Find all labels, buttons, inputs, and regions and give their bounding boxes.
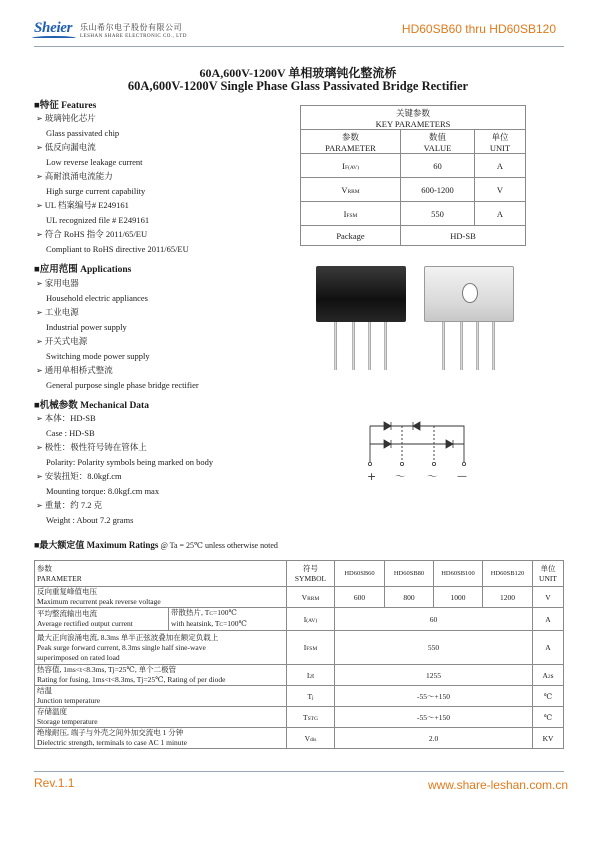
param-symbol: Vdis	[287, 728, 335, 749]
label-minus: —	[457, 471, 467, 482]
feature-en: Compliant to RoHS directive 2011/65/EU	[46, 244, 189, 254]
param-unit: A	[475, 202, 526, 226]
param-unit: V	[475, 178, 526, 202]
website-link[interactable]: www.share-leshan.com.cn	[427, 778, 568, 792]
features-list	[36, 111, 189, 256]
header-unit: 单位 UNIT	[533, 561, 564, 587]
bridge-circuit-diagram	[364, 412, 474, 488]
param-symbol: VRRM	[287, 587, 335, 608]
param-unit: V	[533, 587, 564, 608]
param-unit: A	[475, 154, 526, 178]
package-lead	[476, 322, 479, 370]
mechanical-cn: ➢ 安装扭矩：8.0kgf.cm	[36, 469, 213, 484]
package-photo-back	[424, 266, 514, 370]
param-value: 1200	[483, 587, 533, 608]
features-heading: ■特征 Features	[34, 101, 97, 111]
diode-bottom-right	[446, 440, 453, 448]
param-unit: A2s	[533, 665, 564, 686]
param-value: 60	[401, 154, 475, 178]
header-model: HD60SB120	[483, 561, 533, 587]
label-plus: +	[367, 470, 377, 483]
key-parameters-title-cn: 关键参数	[395, 107, 430, 118]
header-model: HD60SB100	[434, 561, 483, 587]
feature-cn: ➢ 玻璃钝化芯片	[36, 111, 189, 126]
param-value: -55～+150	[335, 686, 533, 707]
param-description: 存储温度 Storage temperature	[35, 707, 287, 728]
maximum-ratings-table	[34, 560, 564, 749]
param-description: 绝缘耐压, 端子与外壳之间外加交流电 1 分钟 Dielectric strength, terminals to case AC 1 minute	[35, 728, 287, 749]
diode-top-left	[384, 422, 391, 430]
param-unit: A	[533, 631, 564, 665]
header-symbol: 符号 SYMBOL	[287, 561, 335, 587]
mounting-hole	[462, 283, 478, 303]
header-model: HD60SB80	[385, 561, 434, 587]
terminal-minus	[462, 462, 465, 465]
package-lead	[352, 322, 355, 370]
col-parameter-en: PARAMETER	[325, 142, 376, 153]
footer-divider	[34, 771, 564, 772]
part-number-range: HD60SB60 thru HD60SB120	[401, 22, 556, 36]
param-description: 最大正向浪涌电流, 8.3ms 单半正弦波叠加在额定负载上 Peak surge forward current, 8.3ms single half sine-wave superimposed on rated load	[35, 631, 287, 665]
header-model: HD60SB60	[335, 561, 385, 587]
mechanical-heading: ■机械参数 Mechanical Data	[34, 401, 149, 411]
title-en: 60A,600V-1200V Single Phase Glass Passivated Bridge Rectifier	[127, 79, 469, 93]
ratings-header-row	[35, 561, 564, 587]
applications-list	[36, 276, 199, 392]
row-ifsm	[35, 631, 564, 665]
ratings-heading-bold: ■最大额定值 Maximum Ratings	[34, 540, 159, 550]
row-ifav	[35, 608, 564, 631]
feature-en: High surge current capability	[46, 186, 146, 196]
mechanical-cn: ➢ 极性：极性符号铸在管体上	[36, 440, 213, 455]
revision-label: Rev.1.1	[34, 776, 75, 790]
application-en: Household electric appliances	[46, 293, 148, 303]
feature-cn: ➢ 高耐浪涌电流能力	[36, 169, 189, 184]
package-photo-front	[316, 266, 406, 370]
package-row	[301, 226, 526, 246]
param-condition: 带散热片, TC=100℃ with heatsink, TC=100℃	[169, 608, 287, 631]
param-symbol: I(AV)	[287, 608, 335, 631]
company-name-en: LESHAN SHARE ELECTRONIC CO., LTD	[80, 34, 187, 39]
package-body-light	[424, 266, 514, 322]
mechanical-en: Weight : About 7.2 grams	[46, 515, 134, 525]
key-param-row	[301, 154, 526, 178]
param-value: 2.0	[335, 728, 533, 749]
row-tstg	[35, 707, 564, 728]
application-cn: ➢ 家用电器	[36, 276, 199, 291]
company-logo: Sheier	[34, 20, 73, 36]
logo-swoosh	[32, 36, 76, 40]
param-description: 热容值, 1ms<t<8.3ms, Tj=25℃, 单个二极管 Rating for fusing, 1ms<t<8.3ms, Tj=25℃, Rating of per diode	[35, 665, 287, 686]
page-header	[34, 18, 564, 46]
mechanical-en: Mounting torque: 8.0kgf.cm max	[46, 486, 160, 496]
row-vdis	[35, 728, 564, 749]
mechanical-list	[36, 411, 213, 527]
param-value: 600	[335, 587, 385, 608]
package-body-dark	[316, 266, 406, 322]
application-en: General purpose single phase bridge rectifier	[46, 380, 199, 390]
mechanical-en: Polarity: Polarity symbols being marked on body	[46, 457, 214, 467]
feature-cn: ➢ 符合 RoHS 指令 2011/65/EU	[36, 227, 189, 242]
terminal-ac1	[400, 462, 403, 465]
key-param-row	[301, 178, 526, 202]
application-en: Industrial power supply	[46, 322, 127, 332]
application-cn: ➢ 通用单相桥式整流	[36, 363, 199, 378]
label-ac1: ～	[395, 472, 405, 483]
title-cn: 60A,600V-1200V 单相玻璃钝化整流桥	[199, 66, 397, 80]
col-parameter-cn: 参数	[341, 131, 359, 142]
package-lead	[442, 322, 445, 370]
terminal-plus	[368, 462, 371, 465]
key-parameters-title	[301, 106, 526, 130]
key-parameters-title-en: KEY PARAMETERS	[375, 118, 451, 129]
param-unit: KV	[533, 728, 564, 749]
param-value: 1255	[335, 665, 533, 686]
param-description: 平均整流输出电流 Average rectified output current	[35, 608, 169, 631]
feature-cn: ➢ 低反向漏电流	[36, 140, 189, 155]
col-unit-en: UNIT	[489, 142, 511, 153]
header-divider	[34, 46, 564, 47]
package-lead	[334, 322, 337, 370]
param-unit: ℃	[533, 707, 564, 728]
mechanical-en: Case : HD-SB	[46, 428, 95, 438]
terminal-ac2	[432, 462, 435, 465]
feature-en: Glass passivated chip	[46, 128, 120, 138]
diode-top-right	[413, 422, 420, 430]
param-value: 1000	[434, 587, 483, 608]
feature-cn: ➢ UL 档案编号# E249161	[36, 198, 189, 213]
param-symbol: IFSM	[301, 202, 401, 226]
param-value: 550	[335, 631, 533, 665]
application-cn: ➢ 开关式电源	[36, 334, 199, 349]
param-unit: ℃	[533, 686, 564, 707]
param-symbol: IF(AV)	[301, 154, 401, 178]
label-ac2: ～	[427, 472, 437, 483]
applications-heading: ■应用范围 Applications	[34, 265, 132, 275]
package-lead	[492, 322, 495, 370]
col-unit-cn: 单位	[491, 131, 509, 142]
feature-en: Low reverse leakage current	[46, 157, 143, 167]
param-unit: A	[533, 608, 564, 631]
param-value: 60	[335, 608, 533, 631]
col-parameter	[301, 130, 401, 154]
package-label: Package	[301, 226, 401, 246]
row-tj	[35, 686, 564, 707]
company-name-cn: 乐山希尔电子股份有限公司	[80, 23, 182, 32]
param-symbol: Tj	[287, 686, 335, 707]
param-description: 反向重复峰值电压 Maximum recurrent peak reverse voltage	[35, 587, 287, 608]
package-lead	[384, 322, 387, 370]
key-parameters-table	[300, 105, 526, 246]
ratings-heading-condition: @ Ta = 25℃ unless otherwise noted	[158, 541, 278, 550]
package-value: HD-SB	[401, 226, 526, 246]
row-vrrm	[35, 587, 564, 608]
application-cn: ➢ 工业电源	[36, 305, 199, 320]
param-value: -55～+150	[335, 707, 533, 728]
feature-en: UL recognized file # E249161	[46, 215, 150, 225]
diode-bottom-left	[384, 440, 391, 448]
mechanical-cn: ➢ 本体：HD-SB	[36, 411, 213, 426]
ratings-heading	[34, 538, 278, 551]
col-value-en: VALUE	[423, 142, 452, 153]
param-symbol: I2t	[287, 665, 335, 686]
header-parameter: 参数 PARAMETER	[35, 561, 287, 587]
row-i2t	[35, 665, 564, 686]
application-en: Switching mode power supply	[46, 351, 150, 361]
package-lead	[368, 322, 371, 370]
key-param-row	[301, 202, 526, 226]
param-description: 结温 Junction temperature	[35, 686, 287, 707]
param-value: 600-1200	[401, 178, 475, 202]
param-symbol: IFSM	[287, 631, 335, 665]
param-symbol: VRRM	[301, 178, 401, 202]
mechanical-cn: ➢ 重量：约 7.2 克	[36, 498, 213, 513]
col-value-cn: 数值	[428, 131, 446, 142]
col-unit	[475, 130, 526, 154]
param-value: 800	[385, 587, 434, 608]
package-lead	[460, 322, 463, 370]
param-value: 550	[401, 202, 475, 226]
col-value	[401, 130, 475, 154]
param-symbol: TSTG	[287, 707, 335, 728]
